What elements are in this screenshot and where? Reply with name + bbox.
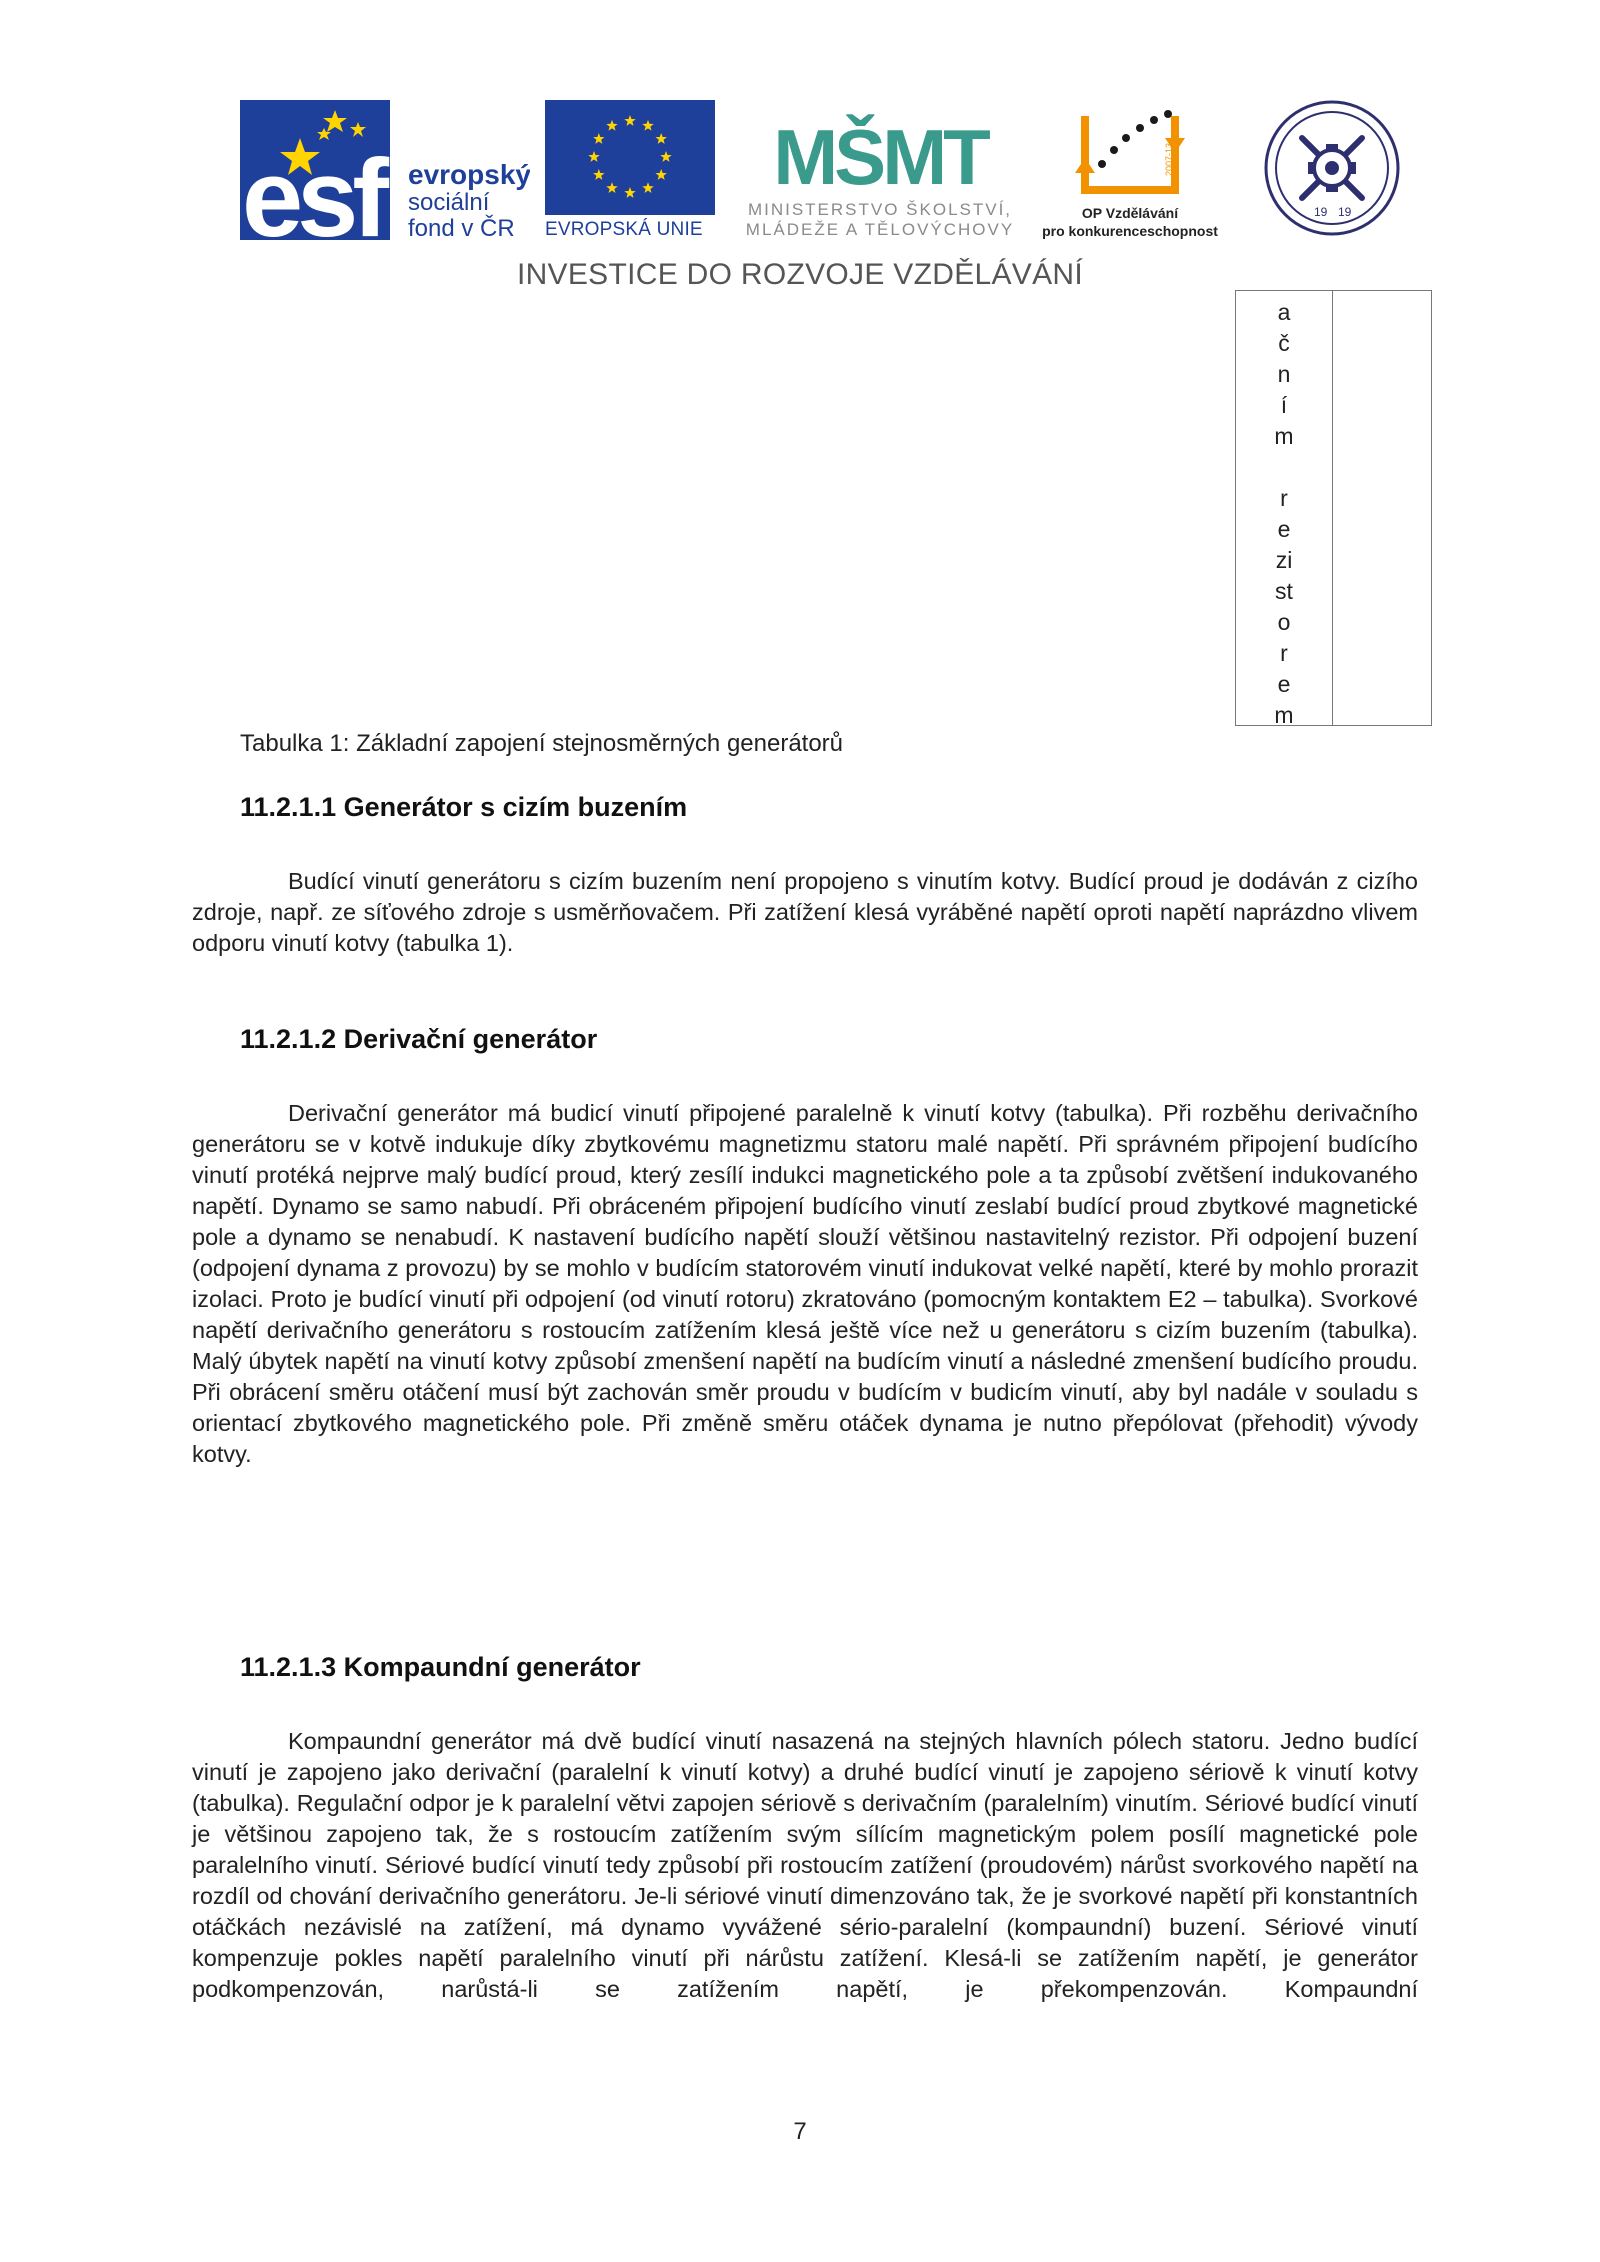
table-letter: r <box>1280 485 1288 511</box>
section-body-3: Kompaundní generátor má dvě budící vinutí nasazená na stejných hlavních pólech statoru. Jedno budící vinutí je zapojeno jako derivační (paralelní k vinutí kotvy) a druhé budící vinutí je zapojeno sériově k vinutí kotvy (tabulka). Regulační odpor je k paralelní větvi zapojen sériově s derivačním (paralelním) vinutím. Sériové budící vinutí je většinou zapojeno tak, že s rostoucím zatížením svým sílícím magnetickým polem posílí magnetické pole paralelního vinutí. Sériové budící vinutí tedy způsobí při rostoucím zatížení (proudovém) nárůst svorkového napětí na rozdíl od chování derivačního generátoru. Je-li sériové vinutí dimenzováno tak, že je svorkové napětí při konstantních otáčkách nezávislé na zatížení, má dynamo vyvážené sério-paralelní (kompaundní) buzení. Sériové vinutí kompenzuje pokles napětí paralelního vinutí při nárůstu zatížení. Klesá-li se zatížením napětí, je generátor podkompenzován, narůstá-li se zatížením napětí, je překompenzován. Kompaundní <box>192 1728 1418 2002</box>
op-logo <box>1030 98 1230 243</box>
section-heading-1: 11.2.1.1 Generátor s cizím buzením <box>240 792 688 822</box>
banner-text: INVESTICE DO ROZVOJE VZDĚLÁVÁNÍ <box>516 258 1084 291</box>
table-letter: o <box>1277 609 1291 635</box>
eu-star-icon <box>606 120 617 131</box>
table-divider <box>1332 291 1333 725</box>
table-letter <box>1236 452 1332 483</box>
eu-flag-icon <box>545 100 715 215</box>
msmt-caption-line1: MINISTERSTVO ŠKOLSTVÍ, <box>747 200 1013 219</box>
eu-star-icon <box>660 151 671 162</box>
table-letter: m <box>1274 423 1294 449</box>
section-body-2: Derivační generátor má budicí vinutí připojené paralelně k vinutí kotvy (tabulka). Při rozběhu derivačního generátoru se v kotvě indukuje díky zbytkovému magnetizmu statoru malé napětí. Při správném připojení budícího vinutí protéká nejprve malý budící proud, který zesílí indukci magnetického pole a ta způsobí zvětšení indukovaného napětí. Dynamo se samo nabudí. Při obráceném připojení budícího vinutí zeslabí budící proud zbytkové magnetické pole a dynamo se nenabudí. K nastavení budícího napětí slouží většinou nastavitelný rezistor. Při odpojení buzení (odpojení dynama z provozu) by se mohlo v budícím statorovém vinutí indukovat velké napětí, které by mohlo prorazit izolaci. Proto je budící vinutí při odpojení (od vinutí rotoru) zkratováno (pomocným kontaktem E2 – tabulka). Svorkové napětí derivačního generátoru s rostoucím zatížením klesá ještě více než u generátoru s cizím buzením (tabulka). Malý úbytek napětí na vinutí kotvy způsobí zmenšení napětí na budícím vinutí a následné zmenšení budícího proudu. Při obrácení směru otáčení musí být zachován směr proudu v budícím v budicím vinutí, aby byl nadále v souladu s orientací zbytkového magnetického pole. Při změně směru otáček dynama je nutno přepólovat (přehodit) vývody kotvy. <box>192 1100 1418 1467</box>
table-letter: e <box>1277 516 1291 542</box>
eu-star-icon <box>642 120 653 131</box>
eu-logo <box>545 100 715 240</box>
table-letter: st <box>1275 578 1293 604</box>
esf-logo <box>240 100 530 240</box>
section-heading-3: 11.2.1.3 Kompaundní generátor <box>240 1652 641 1682</box>
page-number: 7 <box>793 2118 807 2145</box>
university-seal-logo <box>1262 98 1402 238</box>
op-years: 2007-13 <box>1164 142 1174 176</box>
table-cell-vertical-text <box>1236 297 1332 731</box>
eu-star-icon <box>655 169 666 180</box>
table-letter: a <box>1277 299 1291 325</box>
table-letter: e <box>1277 671 1291 697</box>
section-body-1: Budící vinutí generátoru s cizím buzením není propojeno s vinutím kotvy. Budící proud je dodáván z cizího zdroje, např. ze síťového zdroje s usměrňovačem. Při zatížení klesá vyráběné napětí oproti napětí naprázdno vlivem odporu vinutí kotvy (tabulka 1). <box>192 868 1418 956</box>
table-letter: r <box>1280 640 1288 666</box>
seal-year-left: 19 <box>1314 205 1328 219</box>
eu-label: EVROPSKÁ UNIE <box>545 219 703 240</box>
eu-star-icon <box>642 182 653 193</box>
eu-star-icon <box>593 169 604 180</box>
eu-star-icon <box>624 187 635 198</box>
table-letter: n <box>1277 361 1291 387</box>
eu-star-icon <box>593 133 604 144</box>
table-caption: Tabulka 1: Základní zapojení stejnosměrných generátorů <box>240 730 844 757</box>
msmt-mark: MŠMT <box>773 113 987 198</box>
esf-line2: sociální <box>408 189 490 216</box>
esf-line3: fond v ČR <box>408 215 515 240</box>
op-caption-line1: OP Vzdělávání <box>1081 205 1179 221</box>
op-caption-line2: pro konkurenceschopnost <box>1042 223 1218 239</box>
esf-line1: evropský <box>408 159 530 190</box>
table-letter: zi <box>1275 547 1293 573</box>
table-letter: í <box>1280 392 1288 418</box>
table-letter: m <box>1274 702 1294 728</box>
eu-star-icon <box>655 133 666 144</box>
msmt-logo <box>730 98 1030 243</box>
esf-mark: esf <box>242 137 383 240</box>
eu-star-icon <box>606 182 617 193</box>
eu-star-icon <box>588 151 599 162</box>
table-letter: č <box>1278 330 1290 356</box>
table-fragment <box>1235 290 1432 726</box>
msmt-caption-line2: MLÁDEŽE A TĚLOVÝCHOVY <box>745 220 1015 239</box>
seal-year-right: 19 <box>1338 205 1352 219</box>
op-emblem-icon <box>1030 98 1230 203</box>
eu-star-icon <box>624 115 635 126</box>
section-heading-2: 11.2.1.2 Derivační generátor <box>240 1024 598 1054</box>
